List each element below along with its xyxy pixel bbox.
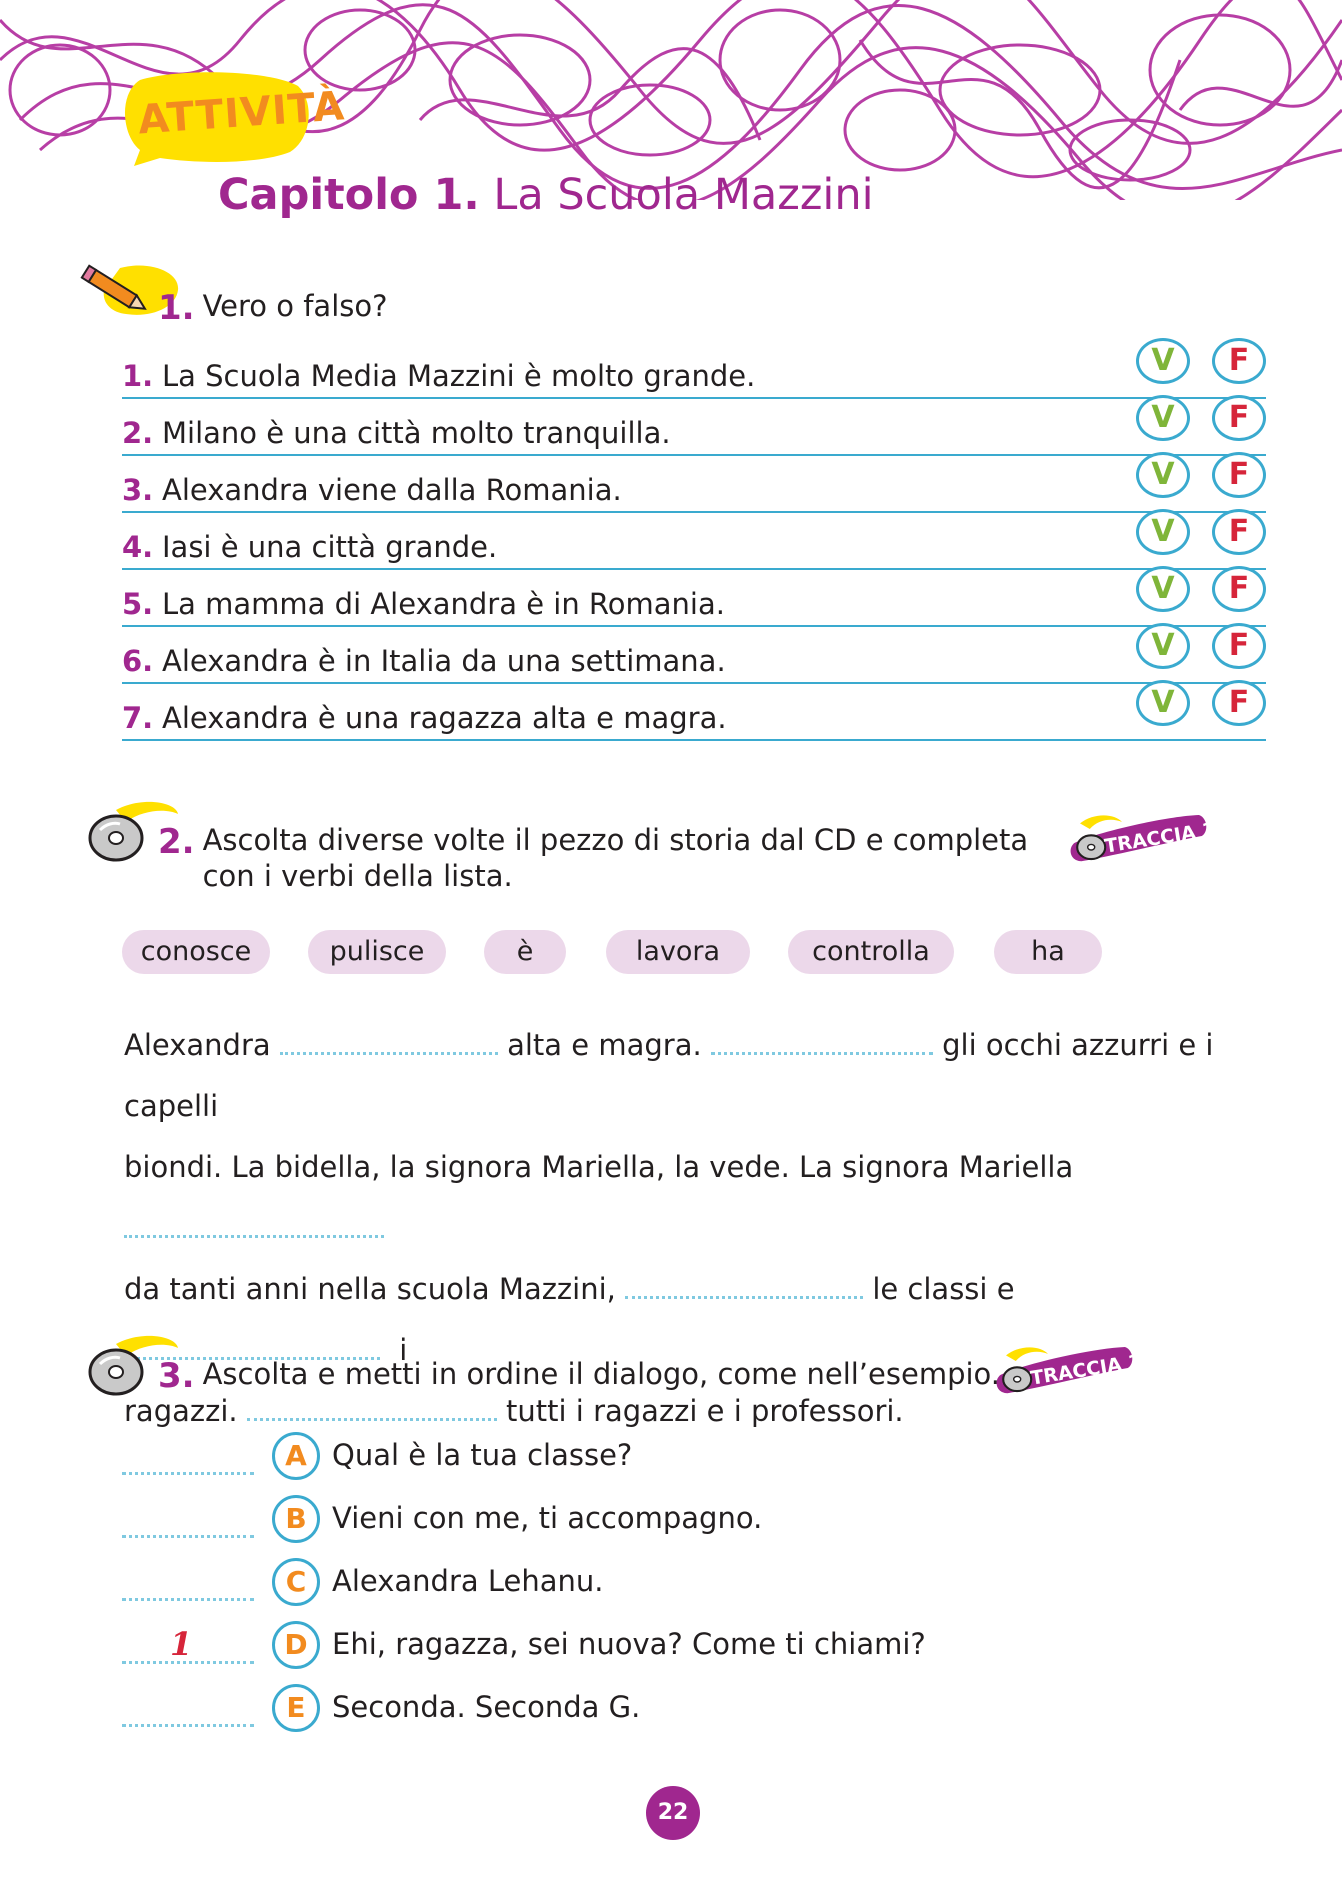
false-badge[interactable]: F: [1212, 338, 1266, 384]
word-bank: [122, 930, 1222, 976]
tf-row: [122, 627, 1266, 684]
exercise3-number: 3.: [158, 1356, 195, 1396]
true-badge[interactable]: V: [1136, 623, 1190, 669]
exercise2-instruction-line1: Ascolta diverse volte il pezzo di storia dal CD e completa: [202, 823, 1029, 857]
blank-field[interactable]: [124, 1213, 384, 1238]
tf-statement: La mamma di Alexandra è in Romania.: [162, 587, 725, 621]
true-badge[interactable]: V: [1136, 509, 1190, 555]
dialog-text: Alexandra Lehanu.: [332, 1564, 604, 1598]
dialog-row: [122, 1621, 1022, 1684]
true-badge[interactable]: V: [1136, 452, 1190, 498]
word-pill: pulisce: [308, 930, 446, 974]
dialog-text: Vieni con me, ti accompagno.: [332, 1501, 763, 1535]
blank-field[interactable]: [711, 1030, 933, 1055]
tf-number: 4.: [122, 530, 154, 564]
tf-number: 7.: [122, 701, 154, 735]
attivita-label: ATTIVITÀ: [136, 83, 347, 144]
dialog-text: Qual è la tua classe?: [332, 1438, 633, 1472]
tf-number: 3.: [122, 473, 154, 507]
chapter-label: Capitolo 1.: [218, 170, 480, 220]
dialog-row: [122, 1684, 1022, 1747]
dialog-letter: B: [272, 1495, 320, 1543]
true-badge[interactable]: V: [1136, 338, 1190, 384]
dialog-letter: E: [272, 1684, 320, 1732]
page-number: 22: [646, 1786, 700, 1840]
false-badge[interactable]: F: [1212, 395, 1266, 441]
order-blank[interactable]: [122, 1535, 254, 1538]
exercise3-header: [158, 1356, 1000, 1396]
false-badge[interactable]: F: [1212, 680, 1266, 726]
true-badge[interactable]: V: [1136, 395, 1190, 441]
track-15-label: TRACCIA 15: [1029, 1348, 1156, 1390]
cloze-text: ragazzi.: [124, 1394, 238, 1428]
word-pill: conosce: [122, 930, 270, 974]
dialog-row: [122, 1432, 1022, 1495]
tf-statement: Alexandra viene dalla Romania.: [162, 473, 622, 507]
false-badge[interactable]: F: [1212, 566, 1266, 612]
blank-field[interactable]: [625, 1274, 863, 1299]
true-badge[interactable]: V: [1136, 566, 1190, 612]
track-14-label: TRACCIA 14: [1103, 816, 1230, 858]
cloze-text: da tanti anni nella scuola Mazzini,: [124, 1272, 616, 1306]
exercise2-number: 2.: [158, 822, 195, 862]
exercise1-number: 1.: [158, 288, 195, 328]
tf-number: 2.: [122, 416, 154, 450]
dialog-row: [122, 1495, 1022, 1558]
false-badge[interactable]: F: [1212, 509, 1266, 555]
cloze-text: gli occhi azzurri e i capelli: [124, 1028, 1214, 1123]
tf-statement: Alexandra è in Italia da una settimana.: [162, 644, 726, 678]
exercise1-header: [158, 288, 388, 328]
cloze-text: tutti i ragazzi e i professori.: [506, 1394, 904, 1428]
dialog-text: Ehi, ragazza, sei nuova? Come ti chiami?: [332, 1627, 926, 1661]
exercise2-instruction: [203, 822, 1029, 894]
dialog-text: Seconda. Seconda G.: [332, 1690, 641, 1724]
cloze-text: alta e magra.: [507, 1028, 702, 1062]
tf-row: [122, 399, 1266, 456]
tf-row: [122, 456, 1266, 513]
tf-row: [122, 684, 1266, 741]
exercise2-header: [158, 822, 1028, 894]
tf-statement: Iasi è una città grande.: [162, 530, 498, 564]
true-false-list: [122, 342, 1266, 741]
chapter-title: [218, 170, 874, 220]
word-pill: lavora: [606, 930, 750, 974]
tf-number: 1.: [122, 359, 154, 393]
order-blank[interactable]: [122, 1472, 254, 1475]
tf-row: [122, 513, 1266, 570]
word-pill: controlla: [788, 930, 954, 974]
tf-statement: Alexandra è una ragazza alta e magra.: [162, 701, 727, 735]
dialog-letter: C: [272, 1558, 320, 1606]
false-badge[interactable]: F: [1212, 452, 1266, 498]
word-pill: ha: [994, 930, 1102, 974]
tf-statement: Milano è una città molto tranquilla.: [162, 416, 671, 450]
word-pill: è: [484, 930, 566, 974]
order-answer: 1: [170, 1625, 193, 1663]
true-badge[interactable]: V: [1136, 680, 1190, 726]
exercise2-instruction-line2: con i verbi della lista.: [202, 859, 513, 893]
false-badge[interactable]: F: [1212, 623, 1266, 669]
dialog-letter: D: [272, 1621, 320, 1669]
cloze-text: le classi e: [872, 1272, 1015, 1306]
tf-statement: La Scuola Media Mazzini è molto grande.: [162, 359, 756, 393]
dialog-row: [122, 1558, 1022, 1621]
exercise3-instruction: Ascolta e metti in ordine il dialogo, come nell’esempio.: [202, 1357, 1000, 1391]
dialog-letter: A: [272, 1432, 320, 1480]
blank-field[interactable]: [280, 1030, 498, 1055]
chapter-name: La Scuola Mazzini: [493, 170, 874, 220]
exercise1-instruction: Vero o falso?: [202, 289, 388, 323]
cloze-text: Alexandra: [124, 1028, 271, 1062]
tf-number: 5.: [122, 587, 154, 621]
tf-number: 6.: [122, 644, 154, 678]
cloze-text: i: [399, 1333, 408, 1367]
tf-row: [122, 570, 1266, 627]
order-blank[interactable]: [122, 1724, 254, 1727]
blank-field[interactable]: [247, 1396, 497, 1421]
tf-row: [122, 342, 1266, 399]
cloze-text: biondi. La bidella, la signora Mariella, la vede. La signora Mariella: [124, 1150, 1074, 1184]
order-blank[interactable]: [122, 1598, 254, 1601]
dialog-ordering-list: [122, 1432, 1022, 1747]
